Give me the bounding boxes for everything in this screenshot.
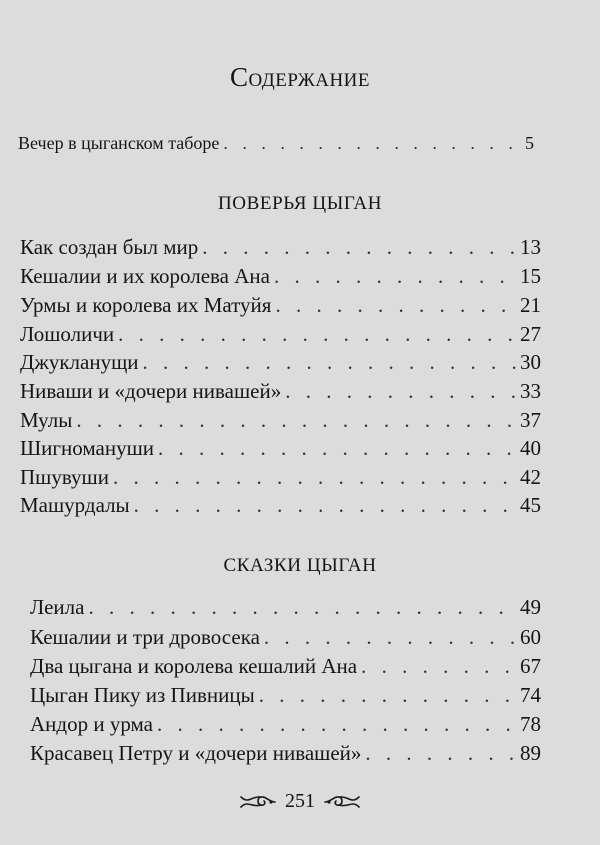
dot-leader [113,465,516,489]
toc-entry-label: Цыган Пику из Пивницы [30,683,255,707]
section-heading: ПОВЕРЬЯ ЦЫГАН [217,193,383,214]
dot-leader [88,595,516,619]
toc-entry [30,712,541,736]
toc-entry [20,436,541,460]
toc-entry-page: 15 [520,264,541,288]
toc-entry-label: Мулы [20,408,73,432]
toc-entry-label: Вечер в цыганском таборе [18,133,220,153]
toc-entry-label: Два цыгана и королева кешалий Ана [30,654,358,678]
toc-entry [20,408,541,432]
dot-leader [285,379,516,403]
toc-entry-page: 5 [525,133,534,153]
toc-entry-page: 37 [520,408,541,432]
toc-entry [30,683,541,707]
toc-entry-page: 42 [520,465,541,489]
toc-entry-page: 49 [520,595,541,619]
toc-entry-label: Машурдалы [20,493,130,517]
floral-ornament-icon [239,793,277,811]
page-number: 251 [285,790,315,812]
toc-entry-page: 40 [520,436,541,460]
toc-entry [20,322,541,346]
toc-entry-page: 67 [520,654,541,678]
dot-leader [264,625,516,649]
toc-entry [30,741,541,765]
toc-entry-label: Как создан был мир [20,235,199,259]
toc-entry-label: Джукланущи [20,350,139,374]
toc-entry [20,264,541,288]
toc-entry-label: Шигномануши [20,436,154,460]
toc-entry-label: Ниваши и «дочери нивашей» [20,379,282,403]
toc-entry-label: Андор и урма [30,712,153,736]
toc-entry-label: Кешалии и их королева Ана [20,264,270,288]
dot-leader [361,654,516,678]
dot-leader [274,264,516,288]
dot-leader [76,408,516,432]
dot-leader [202,235,516,259]
toc-entry-page: 45 [520,493,541,517]
toc-entry-label: Урмы и королева их Матуйя [20,293,272,317]
dot-leader [275,293,516,317]
toc-entry-page: 33 [520,379,541,403]
dot-leader [158,436,516,460]
dot-leader [365,741,516,765]
toc-entry [20,350,541,374]
toc-entry-label: Леила [30,595,85,619]
toc-entry [30,625,541,649]
dot-leader [157,712,516,736]
toc-entry-page: 89 [520,741,541,765]
dot-leader [118,322,516,346]
toc-entry-label: Лошоличи [20,322,115,346]
dot-leader [223,131,521,155]
toc-entry [20,379,541,403]
toc-entry-label: Кешалии и три дровосека [30,625,260,649]
toc-entry-page: 78 [520,712,541,736]
page-footer [0,790,600,813]
dot-leader [142,350,516,374]
dot-leader [259,683,516,707]
toc-entry-page: 30 [520,350,541,374]
section-heading: СКАЗКИ ЦЫГАН [223,555,377,576]
page-title: Содержание [229,62,371,92]
toc-entry [30,595,541,619]
toc-entry [30,654,541,678]
toc-entry [20,465,541,489]
toc-entry-page: 21 [520,293,541,317]
toc-entry [20,235,541,259]
toc-entry-intro [18,131,534,155]
toc-entry-label: Красавец Петру и «дочери нивашей» [30,741,362,765]
floral-ornament-icon [323,793,361,811]
toc-entry-page: 13 [520,235,541,259]
dot-leader [134,493,516,517]
toc-entry-page: 27 [520,322,541,346]
toc-entry-label: Пшувуши [20,465,109,489]
toc-entry-page: 74 [520,683,541,707]
toc-entry-page: 60 [520,625,541,649]
toc-entry [20,493,541,517]
toc-entry [20,293,541,317]
